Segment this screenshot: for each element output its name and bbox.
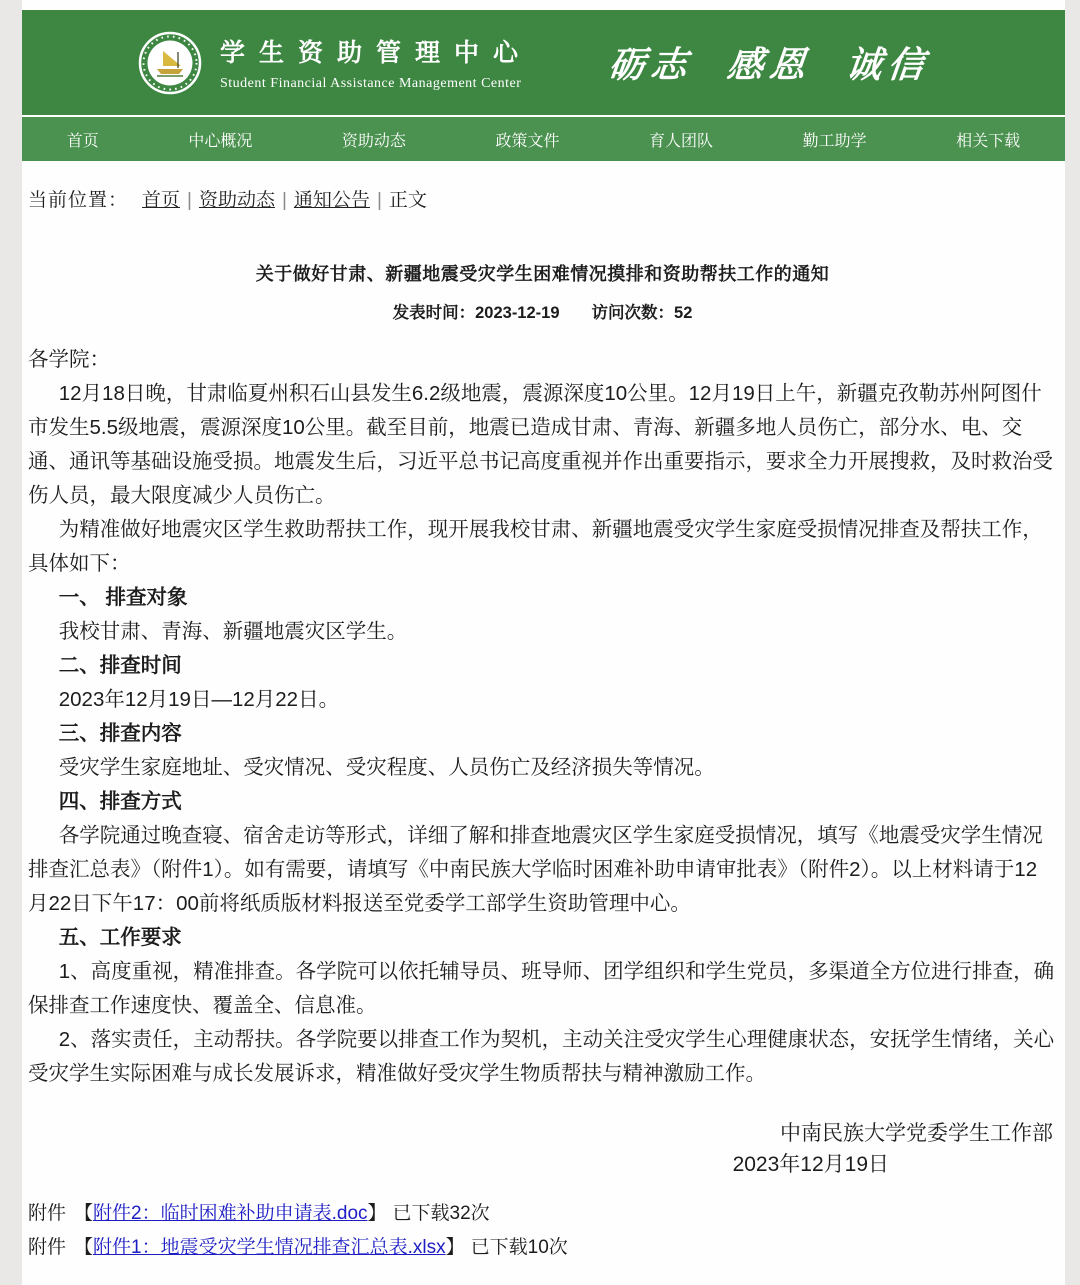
article-body — [28, 343, 1057, 1091]
nav-item-center-overview[interactable]: 中心概况 — [188, 132, 253, 150]
attachment-bracket: 【 — [74, 1203, 94, 1224]
nav-item-work-study[interactable]: 勤工助学 — [802, 132, 867, 150]
article-paragraph: 为精准做好地震灾区学生救助帮扶工作，现开展我校甘肃、新疆地震受灾学生家庭受损情况排查及帮扶工作，具体如下： — [28, 518, 1043, 575]
article-paragraph: 各学院： — [28, 348, 110, 371]
breadcrumb — [28, 161, 1057, 212]
attachment-row — [28, 1231, 1057, 1265]
nav-item-downloads[interactable]: 相关下载 — [956, 132, 1021, 150]
site-subtitle: Student Financial Assistance Management Center — [220, 76, 522, 91]
article-title: 关于做好甘肃、新疆地震受灾学生困难情况摸排和资助帮扶工作的通知 — [255, 264, 830, 284]
section-heading-4: 四、排查方式 — [58, 790, 182, 813]
section-heading-1: 一、 排查对象 — [58, 586, 188, 609]
breadcrumb-separator: | — [281, 190, 287, 211]
page — [22, 0, 1065, 1285]
nav-item-home[interactable]: 首页 — [66, 132, 99, 150]
attachment-download-count: 已下载32次 — [392, 1203, 490, 1224]
site-banner — [22, 10, 1065, 117]
university-emblem-icon — [138, 31, 202, 95]
content-area — [22, 161, 1065, 1265]
breadcrumb-current: 正文 — [388, 190, 427, 211]
site-title: 学生资助管理中心 — [220, 39, 533, 67]
nav-item-funding-news[interactable]: 资助动态 — [341, 132, 406, 150]
signature-date: 2023年12月19日 — [732, 1153, 889, 1176]
site-motto: 砺志 感恩 诚信 — [606, 44, 932, 86]
attachment-row — [28, 1197, 1057, 1231]
article-paragraph: 2、落实责任，主动帮扶。各学院要以排查工作为契机，主动关注受灾学生心理健康状态，安抚学生情绪，关心受灾学生实际困难与成长发展诉求，精准做好受灾学生物质帮扶与精神激励工作。 — [28, 1028, 1055, 1085]
breadcrumb-separator: | — [187, 190, 192, 211]
attachment-download-count: 已下载10次 — [470, 1237, 568, 1258]
publish-time-label: 发表时间： — [392, 304, 476, 322]
attachment-link-xlsx[interactable]: 附件1：地震受灾学生情况排查汇总表.xlsx — [93, 1237, 446, 1258]
article-paragraph: 受灾学生家庭地址、受灾情况、受灾程度、人员伤亡及经济损失等情况。 — [58, 756, 715, 779]
main-nav — [22, 117, 1065, 161]
signature-org: 中南民族大学党委学生工作部 — [780, 1122, 1053, 1145]
breadcrumb-link-notices[interactable]: 通知公告 — [293, 190, 370, 211]
article-paragraph: 各学院通过晚查寝、宿舍走访等形式，详细了解和排查地震灾区学生家庭受损情况，填写《地震受灾学生情况排查汇总表》（附件1）。如有需要，请填写《中南民族大学临时困难补助申请审批表》（附件2）。以上材料请于12月22日下午17：00前将纸质版材料报送至党委学工部学生资助管理中心。 — [28, 824, 1043, 915]
article-paragraph: 我校甘肃、青海、新疆地震灾区学生。 — [58, 620, 408, 643]
breadcrumb-label: 当前位置： — [28, 190, 129, 211]
breadcrumb-link-home[interactable]: 首页 — [142, 190, 181, 211]
section-heading-5: 五、工作要求 — [58, 926, 182, 949]
views-label: 访问次数： — [591, 304, 675, 322]
article-meta — [28, 299, 1057, 323]
article-paragraph: 2023年12月19日—12月22日。 — [58, 688, 340, 711]
attachment-prefix: 附件 — [28, 1237, 67, 1258]
attachment-bracket: 【 — [74, 1237, 94, 1258]
article-paragraph: 1、高度重视，精准排查。各学院可以依托辅导员、班导师、团学组织和学生党员，多渠道全方位进行排查，确保排查工作速度快、覆盖全、信息准。 — [28, 960, 1055, 1017]
attachments — [28, 1197, 1057, 1265]
section-heading-3: 三、排查内容 — [58, 722, 182, 745]
attachment-bracket: 】 — [367, 1203, 387, 1224]
nav-item-education-team[interactable]: 育人团队 — [649, 132, 714, 150]
attachment-bracket: 】 — [445, 1237, 465, 1258]
banner-titles — [220, 33, 532, 92]
section-heading-2: 二、排查时间 — [58, 654, 182, 677]
breadcrumb-separator: | — [376, 190, 382, 211]
article-paragraph: 12月18日晚，甘肃临夏州积石山县发生6.2级地震，震源深度10公里。12月19日上午，新疆克孜勒苏州阿图什市发生5.5级地震，震源深度10公里。截至目前，地震已造成甘肃、青海、新疆多地人员伤亡，部分水、电、交通、通讯等基础设施受损。地震发生后，习近平总书记高度重视并作出重要指示，要求全力开展搜救，及时救治受伤人员，最大限度减少人员伤亡。 — [28, 382, 1053, 507]
attachment-link-doc[interactable]: 附件2：临时困难补助申请表.doc — [93, 1203, 368, 1224]
attachment-prefix: 附件 — [28, 1203, 67, 1224]
nav-item-policy-documents[interactable]: 政策文件 — [495, 132, 560, 150]
breadcrumb-link-funding-news[interactable]: 资助动态 — [198, 190, 275, 211]
publish-time-value: 2023-12-19 — [475, 304, 560, 322]
views-value: 52 — [674, 304, 693, 322]
